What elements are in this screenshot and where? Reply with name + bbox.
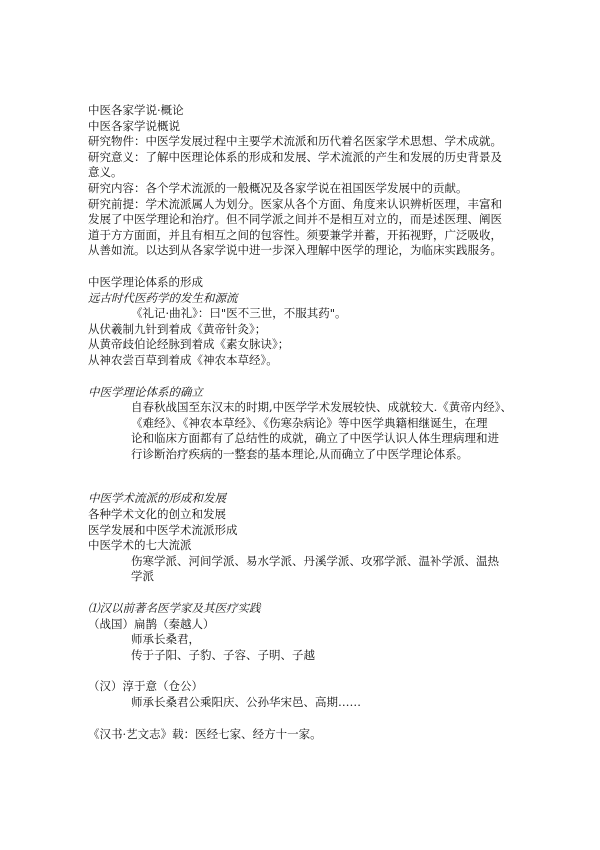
spacer: [88, 462, 538, 478]
section-4-person-1-teacher: 师承长桑君，: [131, 632, 200, 647]
section-4-record: 《汉书·艺文志》载：医经七家、经方十一家。: [88, 726, 322, 741]
research-content: 研究内容：各个学术流派的一般概况及各家学说在祖国医学发展中的贡献。: [88, 180, 468, 195]
section-4-heading: ⑴汉以前著名医学家及其医疗实践: [88, 601, 261, 616]
premise-line-3: 道于方方面面，并且有相互之间的包容性。须要兼学并蓄，开拓视野，广泛吸收，: [88, 227, 502, 242]
section-2-heading: 中医学理论体系的确立: [88, 384, 203, 399]
section-1-subheading: 远古时代医药学的发生和源流: [88, 290, 238, 305]
spacer: [88, 369, 538, 385]
section-1-quote: 《礼记·曲礼》：曰"医不三世，不服其药"。: [131, 306, 347, 321]
doc-subtitle: 中医各家学说概说: [88, 118, 180, 133]
section-4-person-2-teacher: 师承长桑君公乘阳庆、公孙华宋邑、高期……: [131, 695, 361, 709]
spacer: [88, 585, 538, 601]
spacer: [88, 711, 538, 727]
research-object: 研究物件：中医学发展过程中主要学术流派和历代着名医家学术思想、学术成就。: [88, 134, 502, 149]
section-2-para-line-1: 自春秋战国至东汉末的时期,中医学学术发展较快、成就较大.《黄帝内经》、: [131, 400, 513, 415]
doc-title: 中医各家学说·概论: [88, 103, 184, 117]
section-3-schools-line-2: 学派: [131, 569, 154, 584]
document-page: [88, 103, 538, 742]
premise-line-1: 研究前提：学术流派属人为划分。医家从各个方面、角度来认识辨析医理，丰富和: [88, 196, 502, 211]
section-1-item-2: 从黄帝歧伯论经脉到着成《素女脉诀》；: [88, 337, 290, 352]
section-2-para-line-2: 《难经》、《神农本草经》、《伤寒杂病论》等中医学典籍相继诞生，在理: [131, 415, 488, 430]
spacer: [88, 259, 538, 275]
premise-line-2: 发展了中医学理论和治疗。但不同学派之间并不是相互对立的，而是述医理、阐医: [88, 212, 502, 227]
section-1-item-3: 从神农尝百草到着成《神农本草经》。: [88, 352, 278, 367]
section-2-para-line-4: 行诊断治疗疾病的一整套的基本理论,从而确立了中医学理论体系。: [131, 446, 469, 461]
research-meaning-line-2: 意义。: [88, 165, 123, 180]
section-3-heading: 中医学术流派的形成和发展: [88, 491, 226, 506]
section-3-line-2: 医学发展和中医学术流派形成: [88, 522, 238, 537]
research-meaning-line-1: 研究意义：了解中医理论体系的形成和发展、学术流派的产生和发展的历史背景及: [88, 149, 502, 164]
section-1-item-1: 从伏羲制九针到着成《黄帝针灸》；: [88, 321, 267, 336]
section-4-person-2: （汉）淳于意（仓公）: [88, 679, 203, 694]
spacer: [88, 663, 538, 679]
section-4-person-1-students: 传于子阳、子豹、子容、子明、子越: [131, 647, 315, 662]
premise-line-4: 从善如流。以达到从各家学说中进一步深入理解中医学的理论，为临床实践服务。: [88, 243, 502, 258]
section-1-heading: 中医学理论体系的形成: [88, 274, 203, 289]
section-3-line-1: 各种学术文化的创立和发展: [88, 507, 226, 522]
section-4-person-1: （战国）扁鹊（秦越人）: [88, 616, 215, 631]
section-3-line-3: 中医学术的七大流派: [88, 538, 192, 553]
spacer: [88, 478, 538, 491]
section-2-para-line-3: 论和临床方面都有了总结性的成就，确立了中医学认识人体生理病理和进: [131, 431, 499, 446]
section-3-schools-line-1: 伤寒学派、河间学派、易水学派、丹溪学派、攻邪学派、温补学派、温热: [131, 553, 499, 568]
